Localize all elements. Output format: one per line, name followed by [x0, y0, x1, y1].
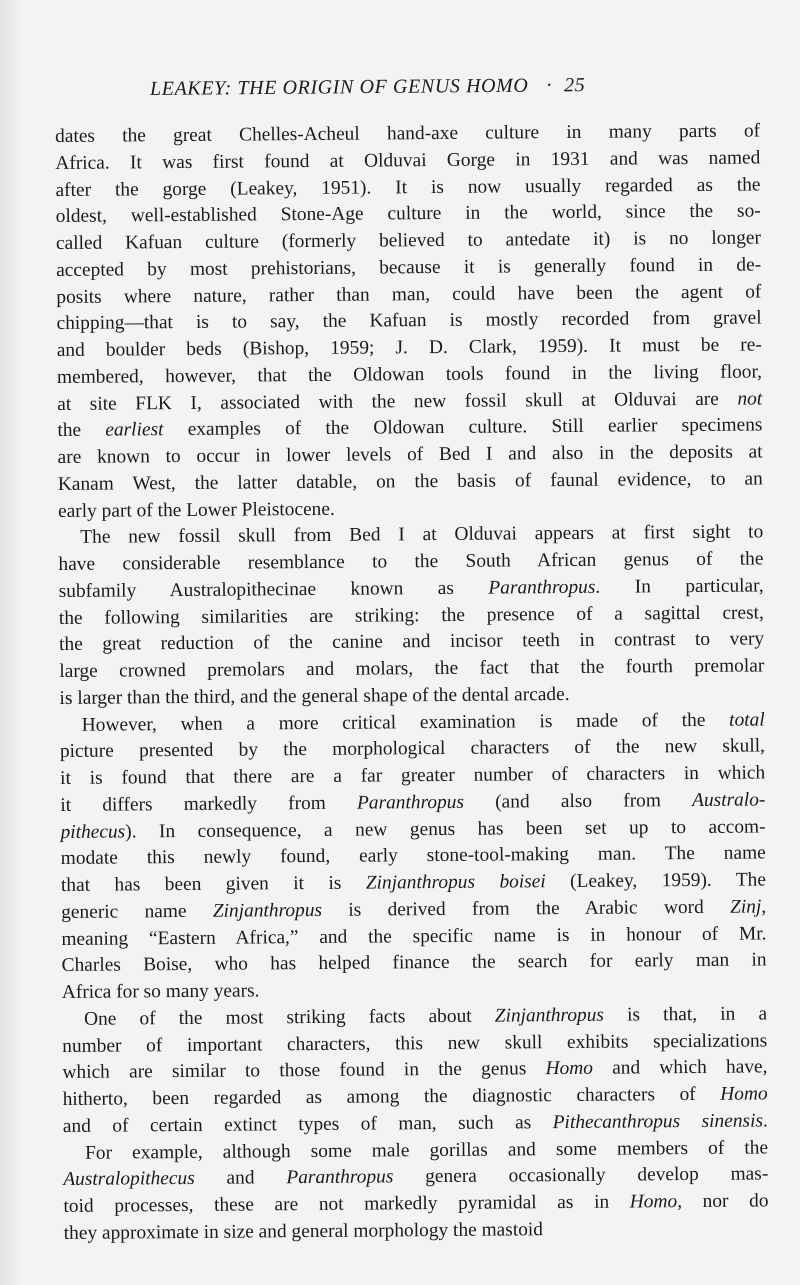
text-run: it differs markedly from: [60, 792, 358, 816]
text-run: posits where nature, rather than man, could have been the agent of: [56, 280, 762, 308]
text-run: are known to occur in lower levels of Bed I and also in the deposits at: [57, 441, 763, 468]
italic-term: Zinjanthropus: [494, 1004, 605, 1027]
text-run: modate this newly found, early stone-tool-making man. The name: [60, 842, 766, 870]
text-line: [62, 948, 767, 980]
text-run: they approximate in size and general morphology the mastoid: [63, 1218, 544, 1244]
italic-term: Zinj: [729, 896, 762, 918]
text-run: have considerable resemblance to the South African genus of the: [58, 548, 764, 575]
text-run: which are similar to those found in the genus: [62, 1058, 546, 1084]
italic-term: Australo-: [691, 789, 766, 811]
text-run: examples of the Oldowan culture. Still earlier specimens: [163, 414, 763, 441]
text-run: For example, although some male gorillas and some members of the: [84, 1136, 769, 1164]
text-run: dates the great Chelles-Acheul hand-axe culture in many parts of: [55, 120, 761, 147]
italic-term: not: [737, 387, 763, 410]
text-run: Charles Boise, who has helped finance the search for early man in: [61, 949, 767, 977]
page-gutter-shadow: [0, 0, 22, 1285]
text-run: it is found that there are a far greater number of characters in which: [60, 762, 766, 789]
text-run: at site FLK I, associated with the new fossil skull at Olduvai are: [57, 388, 738, 415]
text-run: the great reduction of the canine and incisor teeth in contrast to very: [59, 628, 765, 656]
italic-term: Pithecanthropus sinensis: [552, 1110, 764, 1133]
text-line: [64, 1215, 769, 1247]
text-run: and which have,: [592, 1056, 768, 1080]
italic-term: Homo: [629, 1191, 678, 1213]
italic-term: Paranthropus: [286, 1166, 394, 1189]
text-run: chipping—that is to say, the Kafuan is mostly recorded from gravel: [56, 307, 762, 335]
italic-term: Paranthropus: [356, 791, 465, 814]
text-line: [63, 1188, 768, 1220]
text-run: oldest, well-established Stone-Age culture in the world, since the so-: [55, 200, 761, 228]
text-run: Africa. It was first found at Olduvai Gorge in 1931 and was named: [55, 147, 761, 174]
text-run: However, when a more critical examination is made of the: [81, 709, 730, 736]
page-number: 25: [563, 74, 586, 97]
text-run: ). In consequence, a new genus has been set up to accom-: [125, 815, 766, 842]
text-run: is that, in a: [603, 1003, 768, 1026]
text-run: number of important characters, this new skull exhibits specializations: [62, 1029, 768, 1057]
text-line: [58, 466, 763, 498]
text-run: , nor do: [677, 1190, 769, 1213]
text-run: that has been given it is: [60, 872, 366, 896]
text-run: and: [194, 1167, 287, 1190]
text-run: genera occasionally develop mas-: [393, 1163, 769, 1188]
italic-term: Homo: [545, 1058, 594, 1080]
text-run: ,: [761, 896, 767, 918]
text-run: large crowned premolars and molars, the fact that the fourth premolar: [59, 655, 765, 682]
text-run: and boulder beds (Bishop, 1959; J. D. Clark, 1959). It must be re-: [56, 334, 762, 361]
text-run: subfamily Australopithecinae known as: [58, 577, 489, 602]
text-run: and of certain extinct types of man, such as: [62, 1111, 553, 1137]
text-run: the following similarities are striking: the presence of a sagittal crest,: [58, 601, 764, 629]
italic-term: Zinjanthropus: [212, 899, 323, 922]
text-run: The new fossil skull from Bed I at Olduvai appears at first sight to: [80, 521, 764, 549]
text-run: . In particular,: [595, 575, 764, 598]
text-run: is derived from the Arabic word: [321, 896, 731, 921]
running-head: [150, 73, 690, 101]
text-run: One of the most striking facts about: [83, 1005, 495, 1030]
text-run: Kanam West, the latter datable, on the basis of faunal evidence, to an: [57, 468, 763, 495]
running-head-title: LEAKEY: THE ORIGIN OF GENUS HOMO: [149, 74, 529, 100]
text-run: meaning “Eastern Africa,” and the specific name is in honour of Mr.: [61, 922, 767, 950]
italic-term: earliest: [105, 419, 164, 441]
text-line: [59, 653, 764, 685]
text-run: called Kafuan culture (formerly believed to antedate it) is no longer: [55, 227, 761, 254]
italic-term: Paranthropus: [488, 576, 596, 599]
text-run: early part of the Lower Pleistocene.: [57, 498, 335, 522]
italic-term: Zinjanthropus boisei: [365, 871, 546, 894]
italic-term: Australopithecus: [63, 1168, 195, 1191]
text-run: after the gorge (Leakey, 1951). It is now usually regarded as the: [55, 173, 761, 201]
text-run: Africa for so many years.: [61, 980, 260, 1003]
text-run: accepted by most prehistorians, because it is generally found in de-: [56, 254, 762, 281]
text-run: (Leakey, 1959). The: [545, 869, 767, 893]
text-run: generic name: [61, 900, 213, 923]
text-run: (and also from: [463, 789, 693, 813]
italic-term: pithecus: [60, 820, 126, 843]
text-run: the: [57, 419, 106, 442]
text-run: .: [762, 1110, 768, 1132]
italic-term: total: [729, 708, 765, 731]
text-run: picture presented by the morphological characters of the new skull,: [59, 735, 765, 763]
running-head-separator: ·: [546, 74, 553, 97]
italic-term: Homo: [720, 1083, 768, 1105]
text-run: membered, however, that the Oldowan tools found in the living floor,: [56, 361, 763, 388]
text-run: toid processes, these are not markedly pyramidal as in: [63, 1191, 630, 1217]
text-run: is larger than the third, and the general shape of the dental arcade.: [59, 683, 570, 709]
body-text: [55, 118, 769, 1247]
text-run: hitherto, been regarded as among the diagnostic characters of: [62, 1083, 721, 1110]
